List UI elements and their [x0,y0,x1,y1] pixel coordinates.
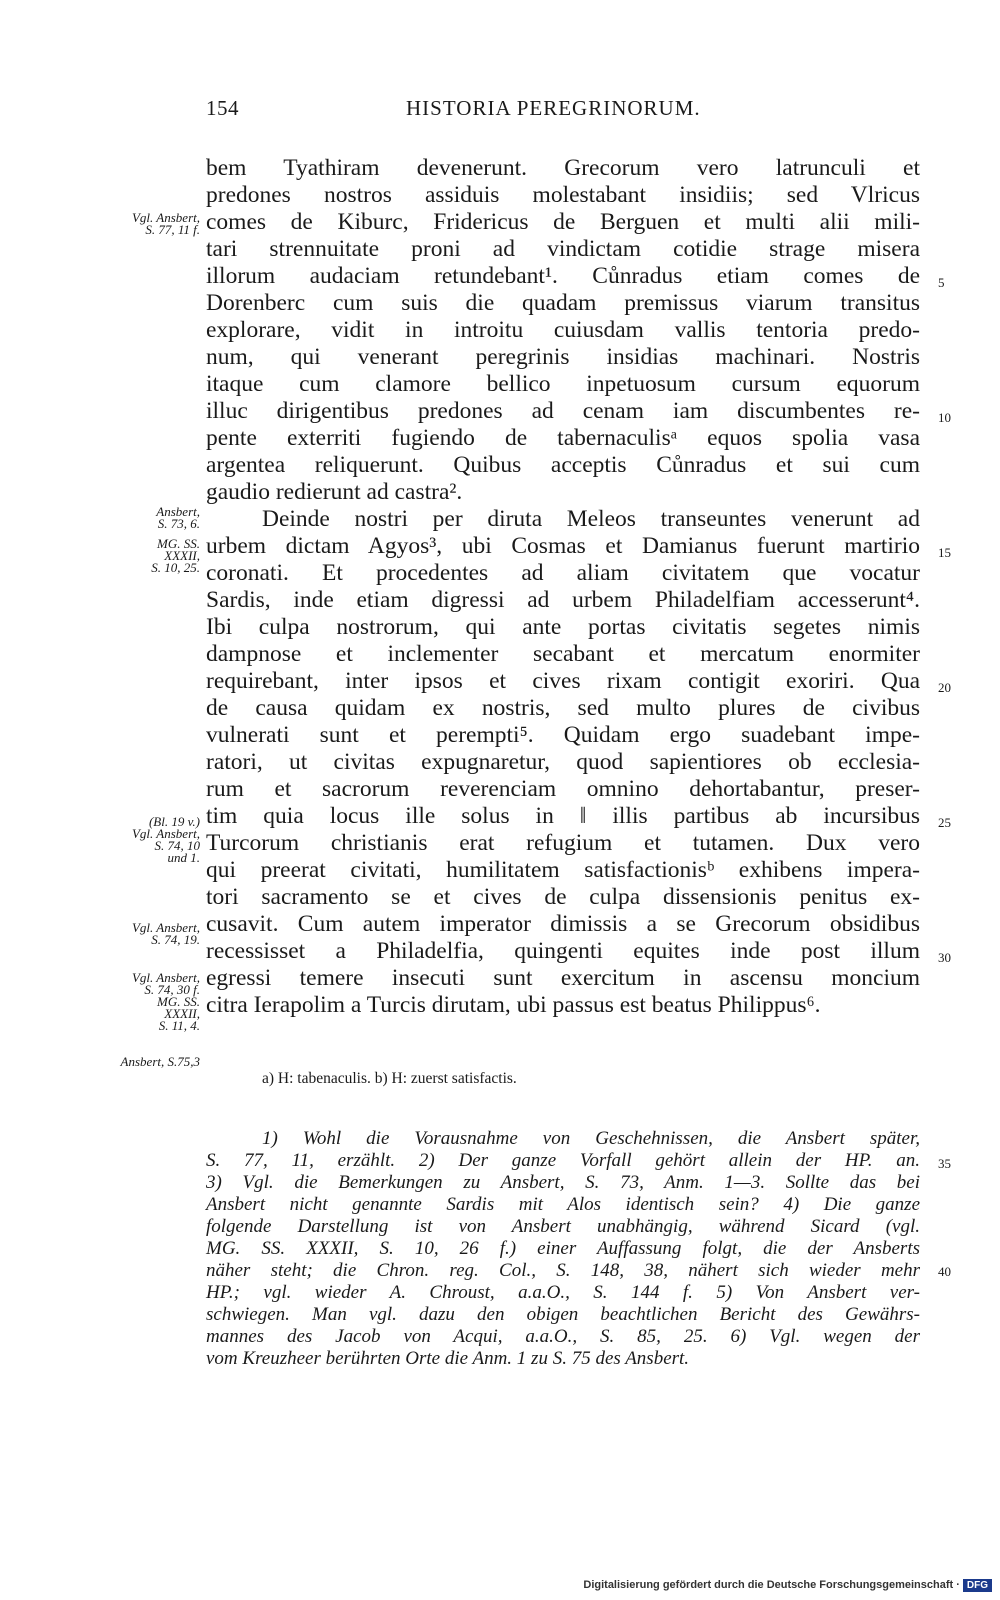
line-number: 20 [938,680,951,695]
credit-text: Digitalisierung gefördert durch die Deutsche Forschungsgemeinschaft · [583,1579,960,1591]
footnote-line: mannes des Jacob von Acqui, a.a.O., S. 85, 25. 6) Vgl. wegen der [206,1326,920,1347]
dfg-logo: DFG [963,1579,992,1592]
text-line: itaque cum clamore bellico inpetuosum cursum equorum [206,371,920,397]
line-number: 25 [938,815,951,830]
margin-note: Vgl. Ansbert, S. 74, 19. [131,920,200,947]
margin-note: Vgl. Ansbert, S. 74, 30 f. [131,970,200,997]
line-number: 10 [938,410,951,425]
line-number: 5 [938,275,945,290]
text-line: explorare, vidit in introitu cuiusdam vallis tentoria predo- [206,317,920,343]
text-line: rum et sacrorum reverenciam omnino dehortabantur, preser- [206,776,920,802]
margin-note: MG. SS. XXXII, S. 10, 25. [151,536,200,575]
text-line: predones nostros assiduis molestabant insidiis; sed Vlricus [206,182,920,208]
text-line: ratori, ut civitas expugnaretur, quod sapientiores ob ecclesia- [206,749,920,775]
footnote-line: S. 77, 11, erzählt. 2) Der ganze Vorfall gehört allein der HP. an. [206,1150,920,1171]
footnote-line: 3) Vgl. die Bemerkungen zu Ansbert, S. 73, Anm. 1—3. Sollte das bei [206,1172,920,1193]
footnote-line: Ansbert nicht genannte Sardis mit Alos identisch sein? 4) Die ganze [206,1194,920,1215]
margin-note: Vgl. Ansbert, S. 77, 11 f. [131,210,200,237]
text-line: Deinde nostri per diruta Meleos transeuntes venerunt ad [262,506,920,532]
text-line: num, qui venerant peregrinis insidias machinari. Nostris [206,344,920,370]
margin-note: MG. SS. XXXII, S. 11, 4. [157,994,200,1033]
margin-note: Ansbert, S.75,3 [120,1054,200,1069]
line-number: 30 [938,950,951,965]
footnote-line: vom Kreuzheer berührten Orte die Anm. 1 zu S. 75 des Ansbert. [206,1348,690,1369]
text-line: cusavit. Cum autem imperator dimissis a se Grecorum obsidibus [206,911,920,937]
text-line: illuc dirigentibus predones ad cenam iam discumbentes re- [206,398,920,424]
footnote-line: MG. SS. XXXII, S. 10, 26 f.) einer Auffassung folgt, die der Ansberts [206,1238,920,1259]
text-line: argentea reliquerunt. Quibus acceptis Cůnradus et sui cum [206,452,920,478]
text-line: Turcorum christianis erat refugium et tutamen. Dux vero [206,830,920,856]
text-line: citra Ierapolim a Turcis dirutam, ubi passus est beatus Philippus⁶. [206,992,821,1018]
text-line: tari strennuitate proni ad vindictam cotidie strage misera [206,236,920,262]
text-line: gaudio redierunt ad castra². [206,479,463,505]
page-number: 154 [206,96,239,120]
text-line: dampnose et inclementer secabant et mercatum enormiter [206,641,920,667]
text-line: coronati. Et procedentes ad aliam civitatem que vocatur [206,560,920,586]
text-line: Sardis, inde etiam digressi ad urbem Philadelfiam accesserunt⁴. [206,587,920,613]
line-number: 35 [938,1156,951,1171]
text-line: egressi temere insecuti sunt exercitum in ascensu moncium [206,965,920,991]
text-line: de causa quidam ex nostris, sed multo plures de civibus [206,695,920,721]
text-line: pente exterriti fugiendo de tabernaculisᵃ equos spolia vasa [206,425,920,451]
footnote-line: 1) Wohl die Vorausnahme von Geschehnissen, die Ansbert später, [262,1128,920,1149]
running-header [206,96,920,126]
text-line: qui preerat civitati, humilitatem satisfactionisᵇ exhibens impera- [206,857,920,883]
line-number: 40 [938,1264,951,1279]
footnote-line: HP.; vgl. wieder A. Chroust, a.a.O., S. 144 f. 5) Von Ansbert ver- [206,1282,920,1303]
text-line: bem Tyathiram devenerunt. Grecorum vero latrunculi et [206,155,920,181]
critical-apparatus: a) H: tabenaculis. b) H: zuerst satisfactis. [262,1070,517,1087]
margin-note: Ansbert, S. 73, 6. [156,504,200,531]
text-line: illorum audaciam retundebant¹. Cůnradus etiam comes de [206,263,920,289]
text-line: Ibi culpa nostrorum, qui ante portas civitatis segetes nimis [206,614,920,640]
text-line: Dorenberc cum suis die quadam premissus viarum transitus [206,290,920,316]
text-line: tim quia locus ille solus in ‖ illis partibus ab incursibus [206,803,920,829]
text-line: vulnerati sunt et perempti⁵. Quidam ergo suadebant impe- [206,722,920,748]
text-line: requirebant, inter ipsos et cives rixam contigit exoriri. Qua [206,668,920,694]
digitization-credit [583,1579,992,1592]
running-title: HISTORIA PEREGRINORUM. [406,96,701,120]
footnote-line: näher steht; die Chron. reg. Col., S. 148, 38, nähert sich wieder mehr [206,1260,920,1281]
footnote-line: schwiegen. Man vgl. dazu den obigen beachtlichen Bericht des Gewährs- [206,1304,920,1325]
text-line: recessisset a Philadelfia, quingenti equites inde post illum [206,938,920,964]
text-line: comes de Kiburc, Fridericus de Berguen et multi alii mili- [206,209,920,235]
text-line: tori sacramento se et cives de culpa dissensionis penitus ex- [206,884,920,910]
margin-note: (Bl. 19 v.) Vgl. Ansbert, S. 74, 10 und 1. [131,814,200,865]
line-number: 15 [938,545,951,560]
text-line: urbem dictam Agyos³, ubi Cosmas et Damianus fuerunt martirio [206,533,920,559]
footnote-line: folgende Darstellung ist von Ansbert unabhängig, während Sicard (vgl. [206,1216,920,1237]
